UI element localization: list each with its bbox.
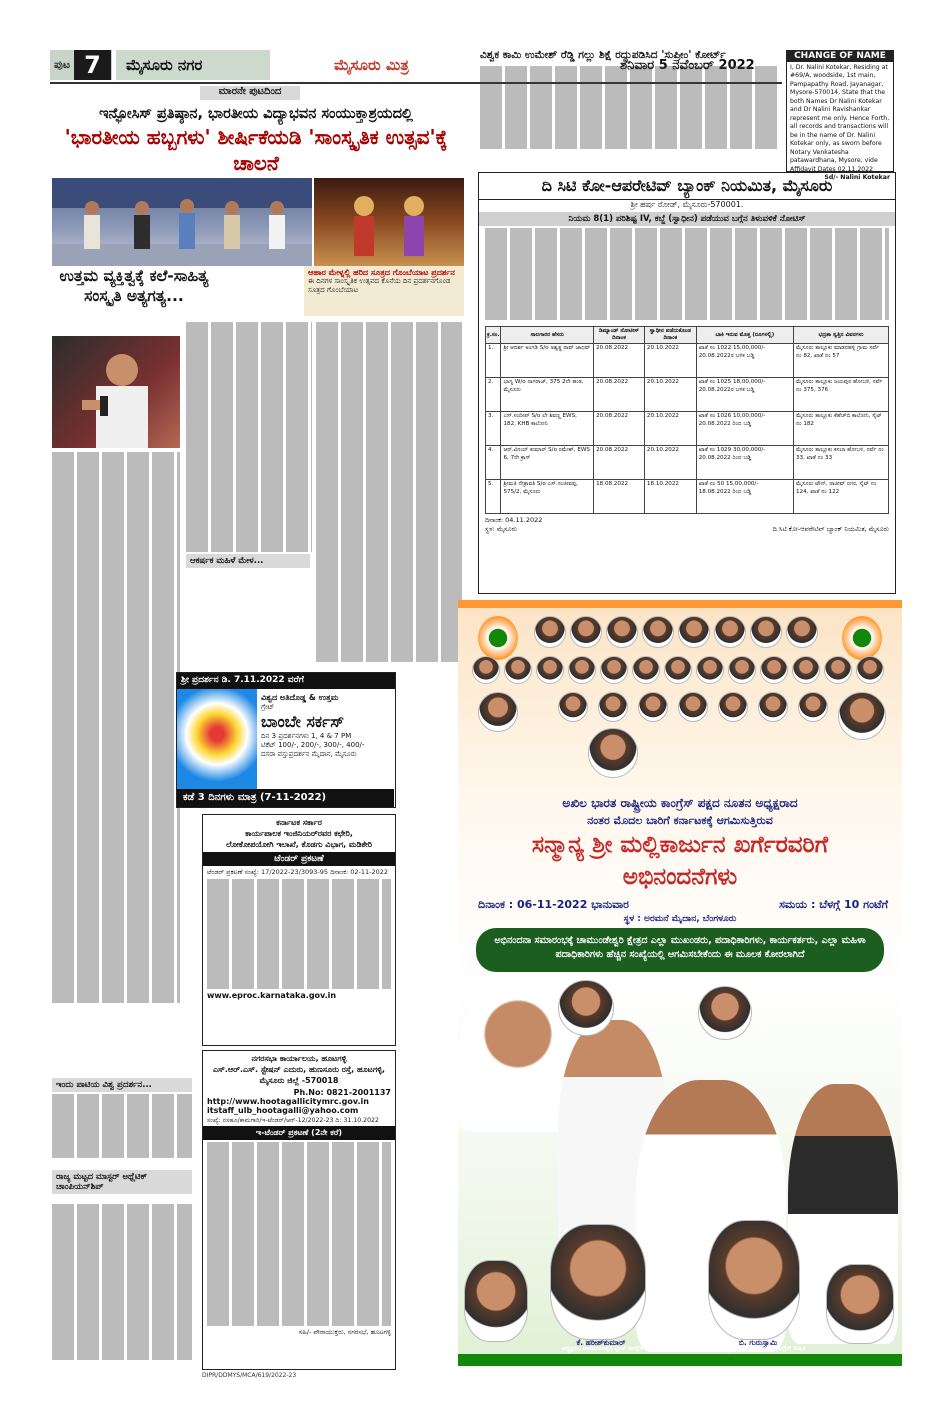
leader-portrait [838,692,886,740]
table-row [486,446,889,480]
section-title: ಮೈಸೂರು ನಗರ [116,50,270,80]
table-cell: 2. [486,378,501,412]
circus-tickets: ಟಿಕೆಟ್ 100/-, 200/-, 300/-, 400/- [261,741,365,749]
sponsor-1-title: ಅಧ್ಯಕ್ಷರು, ಚಾಮುಂಡೇಶ್ವರಿ ಬ್ಲಾಕ್ ಕಾಂಗ್ರೆಸ್ [561,1345,645,1352]
leader-portrait [558,692,588,722]
circus-top-bar [177,673,395,689]
leader-portrait [678,616,710,648]
table-header: ಡಿಮ್ಯಾಂಡ್ ನೋಟೀಸ್ ದಿನಾಂಕ [594,327,645,344]
table-header: ಕ್ರ.ಸಂ. [486,327,501,344]
bank-rule-title: ನಿಯಮ 8(1) ಪರಿಶಿಷ್ಟ IV, ಕಬ್ಜೆ (ಸ್ವಾಧೀನ) ಪಡೆಯುವ ಬಗ್ಗೆನ ತಿಳುವಳಿಕೆ ನೋಟಿಸ್ [479,212,895,226]
table-cell: ಶ್ರೀಮತಿ ನೇತ್ರಾವತಿ S/o ಎಸ್.ಸಂಜೀವಪ್ಪ, 575/2, ಮೈಸೂರು [501,480,594,514]
page-label: ಪುಟ [54,58,71,71]
article-column-1 [52,452,180,1012]
table-cell: 20.08.2022 [594,412,645,446]
tender-pwd-website[interactable]: www.eproc.karnataka.gov.in [207,991,337,1001]
leader-portrait [798,692,828,722]
stage-photo [52,178,312,266]
circus-name: ಬಾಂಬೇ ಸರ್ಕಸ್ [261,712,345,731]
sponsor-portrait [550,1224,646,1340]
circus-name-small: ಗ್ರೇಟ್ [261,703,275,711]
circus-last-days-label: ಕಡೆ 3 ದಿನಗಳು ಮಾತ್ರ [183,792,257,803]
leader-portrait [786,616,818,648]
circus-tagline: ವಿಶ್ವದ ಅತಿದೊಡ್ಡ & ಉತ್ತಮ [261,693,339,702]
leader-portrait [570,616,602,648]
court-story [480,48,780,166]
leader-portrait [750,616,782,648]
subhead-1: ಆಕರ್ಷಕ ಮಹಿಳೆ ಮೇಳ... [186,554,310,568]
court-headline: ವಿಶ್ವಕ ಕಾಮಿ ಉಮೇಶ್ ರೆಡ್ಡಿ ಗಲ್ಲು ಶಿಕ್ಷೆ ರದ್ದುಪಡಿಸಿದ 'ಸುಪ್ರೀಂ' ಕೋರ್ಟ್ [480,49,726,61]
table-header: ಸಾಲಗಾರರ ಹೆಸರು [501,327,594,344]
bank-borrowers-table [485,326,889,514]
leader-portrait [664,656,692,684]
ad-venue: ಸ್ಥಳ : ಅರಮನೆ ಮೈದಾನ, ಬೆಂಗಳೂರು [623,914,737,924]
table-row [486,412,889,446]
table-cell: 20.10.2022 [644,446,696,480]
circus-last-days [177,789,394,807]
table-cell: ಎಸ್.ಸಂದೀಪ್ S/o ಲೇ ಶಿವಣ್ಣ EWS, 182, KHB ಕಾಲೋನಿ [501,412,594,446]
leader-portrait [606,616,638,648]
bank-address: ಶ್ರೀ ಹರ್ಷ ರೋಡ್, ಮೈಸೂರು-570001. [630,200,744,209]
story-kicker: ಮಾರನೇ ಪುಟದಿಂದ [200,86,300,100]
congress-hand-logo-icon [842,616,882,660]
table-cell: 20.10.2022 [644,412,696,446]
tender-hootagalli-website[interactable]: http://www.hootagallicitymrc.gov.in [207,1097,369,1106]
table-cell: 20.08.2022 [594,378,645,412]
leader-portrait [598,692,628,722]
table-cell: ಶ್ರೀ ಆದರ್ಶ ಅಂಗಡಿ S/o ಅಶ್ವತ್ಥ ರಾವ್ ಜಾಧವ್ [501,344,594,378]
tender-hootagalli-email[interactable]: itstaff_ulb_hootagalli@yahoo.com [207,1106,359,1115]
ad-congratulations: ಅಭಿನಂದನೆಗಳು [622,864,738,890]
sponsor-2-title: ಅಧ್ಯಕ್ಷರು, ಇಲವಾಲ ಬ್ಲಾಕ್ ಕಾಂಗ್ರೆಸ್ ಸಮಿತಿ [720,1345,806,1352]
subhead-2: ಇಂದು ಪಾಟಿಯ ವಿಶ್ವ ಪ್ರದರ್ಶನ... [52,1078,192,1092]
table-cell: 1. [486,344,501,378]
tender-notice-hootagalli [202,1050,396,1370]
tender-hootagalli-phone: Ph.No: 0821-2001137 [293,1088,391,1097]
puppet-caption-body: ಈ ದಿನಗಳ ಸಾಂಸ್ಕೃತಿಕ ಉತ್ಸವದ ಕೊನೆಯ ದಿನ ಪ್ರದರ್ಶನಗೊಂಡ ಸೂತ್ರದ ಗೊಂಬೆಯಾಟ [308,277,451,294]
congress-felicitation-ad [458,600,902,1366]
tender-pwd-title: ಟೆಂಡರ್ ಪ್ರಕಟಣೆ [203,852,395,866]
bank-possession-notice [478,172,896,594]
circus-ad [176,672,396,808]
table-row [486,344,889,378]
court-story-body [480,66,780,150]
tricolor-saffron-band [458,600,902,608]
circus-venue: ದಸರಾ ವಸ್ತುಪ್ರದರ್ಶನ ಮೈದಾನ, ಮೈಸೂರು [261,750,357,758]
tender-hootagalli-title: ಇ-ಟೆಂಡರ್ ಪ್ರಕಟಣೆ (2ನೇ ಕರೆ) [203,1126,395,1140]
ad-date-time [478,898,888,912]
table-cell: ಮೈಸೂರು ತಾಲ್ಲೂಕು ಮಾಡನಹಳ್ಳಿ ಗ್ರಾಮ ಸರ್ವೆ ನಂ 82, ಖಾತೆ ನಂ 57 [793,344,888,378]
sponsor-1-name: ಕೆ. ಹರೀಶ್‌ಕುಮಾರ್ [576,1338,626,1347]
leader-portrait [718,692,748,722]
table-cell: ಭಾಗ್ಯ W/o ನಾಗರಾಜ್, 375 2ನೇ ಹಂತ, ಮೈಸೂರು [501,378,594,412]
sponsor-portrait [826,1264,894,1344]
bank-notice-footer [479,514,895,536]
change-of-name-signature: Sd/- Nalini Kotekar [824,174,890,181]
sponsor-2-name: ಬಿ. ಗುರುಸ್ವಾಮಿ [738,1338,778,1347]
leader-portrait [536,656,564,684]
table-cell: 20.08.2022 [594,344,645,378]
table-header: ಸ್ವಾಧೀನ ಪಡೆದುಕೊಂಡ ದಿನಾಂಕ [644,327,696,344]
table-cell: ಮೈಸೂರು ತಾಲ್ಲೂಕು ಜಯಪುರ ಹೋಬಳಿ, ಸರ್ವೆ ನಂ 375, 376 [793,378,888,412]
ad-date: ದಿನಾಂಕ : 06-11-2022 ಭಾನುವಾರ [478,898,629,911]
leader-portrait [642,616,674,648]
table-header: ಭದ್ರತಾ ಸ್ವತ್ತಿನ ವಿವರಗಳು [793,327,888,344]
clown-icon [177,689,257,789]
tricolor-green-band [458,1354,902,1366]
leader-portrait [698,986,752,1040]
congress-hand-logo-icon [478,616,518,660]
bank-notice-date: ದಿನಾಂಕ: 04.11.2022 [485,516,543,525]
table-cell: 20.10.2022 [644,344,696,378]
headline-line-2: 'ಭಾರತೀಯ ಹಬ್ಬಗಳು' ಶೀರ್ಷಿಕೆಯಡಿ 'ಸಾಂಸ್ಕೃತಿಕ ಉತ್ಸವ'ಕ್ಕೆ ಚಾಲನೆ [64,125,448,175]
ad-time: ಸಮಯ : ಬೆಳಗ್ಗೆ 10 ಗಂಟೆಗೆ [779,898,888,911]
newspaper-name: ಮೈಸೂರು ಮಿತ್ರ [334,56,409,74]
leader-portrait [632,656,660,684]
leader-portrait [728,656,756,684]
tender-pwd-body [203,879,395,989]
ad-line-1: ಅಖಿಲ ಭಾರತ ರಾಷ್ಟ್ರೀಯ ಕಾಂಗ್ರೆಸ್ ಪಕ್ಷದ ನೂತನ ಅಧ್ಯಕ್ಷರಾದ [562,796,798,810]
sponsor-portrait [464,1260,528,1342]
athletics-article [52,1204,192,1368]
leader-portrait [638,692,668,722]
article-column-3 [316,322,462,672]
leader-portrait [758,692,788,722]
page-number-box [50,50,112,80]
issue-date: ಶನಿವಾರ 5 ನವೆಂಬರ್ 2022 [620,58,755,73]
speaker-image [52,336,180,448]
sponsor-portrait [708,1220,800,1340]
leader-portrait [678,692,708,722]
leader-portrait [696,656,724,684]
dipr-code: DIPR/DDMYS/MCA/619/2022-23 [202,1372,297,1379]
table-row [486,378,889,412]
change-of-name-body: I, Dr. Nalini Kotekar, Residing at #69/A, woodside, 1st main, Pampapathy Road, Jayanagar, Mysore-570014, State that the both Names Dr Nalini Kotekar and Dr Nalini Ravishankar represent me only. Hence Forth, all records and transactions will be in the name of Dr. Nalini Kotekar only, as sworn before Notary Venkatesha patawardhana, Mysore, vide Affidavit Dates 02.11.2022 [790,63,890,173]
table-cell: 4. [486,446,501,480]
leader-portrait [534,616,566,648]
table-cell: 3. [486,412,501,446]
change-of-name-heading: CHANGE OF NAME [787,51,893,62]
puppet-caption-title: ಆಹಾರ ಮೇಳ್ನಲ್ಲಿ ಹರಿದ ಸೂತ್ರದ ಗೊಂಬೆಯಾಟ ಪ್ರದರ್ಶನ [308,268,455,277]
article-column-1-lower [52,1094,192,1164]
table-cell: 18.08.2022 [594,480,645,514]
tender-hootagalli-ref: ಸಂಖ್ಯೆ: ನಸಹೂ/ಕಾಮಗಾರಿ/ಇ-ಟೆಂಡರ್/ಆರ್-12/2022-23 ದಿ: 31.10.2022 [207,1117,379,1124]
leader-portrait [558,980,614,1036]
table-cell: ಖಾತೆ ನಂ 50 15,00,000/- 18.08.2022 ರಿಂದ ಬಡ್ಡಿ [696,480,793,514]
table-cell: 18.10.2022 [644,480,696,514]
bank-name: ದಿ ಸಿಟಿ ಕೋ-ಆಪರೇಟಿವ್ ಬ್ಯಾಂಕ್ ನಿಯಮಿತ, ಮೈಸೂರು [479,173,895,200]
bank-notice-place: ಸ್ಥಳ: ಮೈಸೂರು [485,525,518,534]
table-cell: ಖಾತೆ ಸಂ 1026 10,00,000/- 20.08.2022 ರಿಂದ ಬಡ್ಡಿ [696,412,793,446]
table-cell: ಖಾತೆ ಸಂ 1022 15,00,000/- 20.08.2022ರ ಬಳಿಕ ಬಡ್ಡಿ [696,344,793,378]
tender-notice-pwd [202,814,396,1046]
puppet-figure-image [314,178,464,266]
table-cell: ಮೈಸೂರು ತಾಲ್ಲೂಕು ಕಸಬಾ ಹೋಬಳಿ, ಸರ್ವೆ ನಂ 33, ಖಾತೆ ನಂ 33 [793,446,888,480]
table-cell: ಖಾತೆ ಸಂ 1029 30,00,000/- 20.08.2022 ರಿಂದ ಬಡ್ಡಿ [696,446,793,480]
table-cell: 20.08.2022 [594,446,645,480]
subhead-3: ರಾಜ್ಯ ಮಟ್ಟದ ಮಾಸ್ಟರ್ ಅಥ್ಲೆಟಿಕ್ ಚಾಂಪಿಯನ್‌ಶಿಪ್ [52,1170,192,1194]
ad-invitation-banner: ಅಭಿನಂದನಾ ಸಮಾರಂಭಕ್ಕೆ ಚಾಮುಂಡೇಶ್ವರಿ ಕ್ಷೇತ್ರದ ಎಲ್ಲಾ ಮುಖಂಡರು, ಪದಾಧಿಕಾರಿಗಳು, ಕಾರ್ಯಕರ್ತರು, ಎಲ್ಲಾ ಮಹಿಳಾ ಪದಾಧಿಕಾರಿಗಳು ಹೆಚ್ಚಿನ ಸಂಖ್ಯೆಯಲ್ಲಿ ಆಗಮಿಸಬೇಕೆಂದು ಈ ಮೂಲಕ ಕೋರಲಾಗಿದೆ [476,928,884,972]
table-cell: ಖಾತೆ ಸಂ 1025 18,00,000/- 20.08.2022ರ ಬಳಿಕ ಬಡ್ಡಿ [696,378,793,412]
bank-notice-intro [479,228,895,326]
table-row [486,480,889,514]
circus-last-date: (7-11-2022) [259,792,327,803]
table-cell: ಮೈಸೂರು ಟೌನ್, ರಾಜೀವ್ ನಗರ, ಸೈಟ್ ನಂ 124, ಖಾತೆ ನಂ 122 [793,480,888,514]
circus-run-dates: ಶ್ರೀ ಪ್ರದರ್ಶನ ಡಿ. 7.11.2022 ವರೆಗೆ [181,675,304,685]
tender-pwd-header: ಕರ್ನಾಟಕ ಸರ್ಕಾರ ಕಾರ್ಯಪಾಲಕ ಇಂಜಿನಿಯರ್‌ರವರ ಕಛೇರಿ, ಲೋಕೋಪಯೋಗಿ ಇಲಾಖೆ, ಕೊಡಗು ವಿಭಾಗ, ಮಡಿಕೇರಿ [225,818,372,849]
tender-hootagalli-sign: ಸಹಿ/- ಪೌರಾಯುಕ್ತರು, ನಗರಸಭೆ, ಹೂಟಗಳ್ಳಿ [298,1328,391,1337]
table-cell: 5. [486,480,501,514]
leader-portrait [472,656,500,684]
pull-quote: ಉತ್ತಮ ವ್ಯಕ್ತಿತ್ವಕ್ಕೆ ಕಲೆ-ಸಾಹಿತ್ಯ ಸಂಸ್ಕೃತಿ ಅತ್ಯಗತ್ಯ... [59,267,209,305]
tender-pwd-ref: ಟೆಂಡರ್ ಪ್ರಕಟಣೆ ಸಂಖ್ಯೆ: 17/2022-23/3093-95 ದಿನಾಂಕ: 02-11-2022 [207,868,389,876]
bank-notice-sign: ದಿ ಸಿಟಿ ಕೋ-ಆಪರೇಟಿವ್ ಬ್ಯಾಂಕ್ ನಿಯಮಿತ, ಮೈಸೂರು [772,525,889,534]
table-cell: 20.10.2022 [644,378,696,412]
leader-portrait [824,656,852,684]
leader-portrait [478,692,518,732]
leader-portrait [792,656,820,684]
tender-hootagalli-header: ನಗರಸಭಾ ಕಾರ್ಯಾಲಯ, ಹೂಟಗಳ್ಳಿ ಎಸ್.ಆರ್.ಎಸ್. ಸ್ಟೇಷನ್ ಎದುರು, ಹುಣಸೂರು ರಸ್ತೆ, ಹೂಟಗಳ್ಳಿ, ಮೈಸೂರು ಜಿಲ್ಲೆ -570018 [212,1054,386,1085]
leader-portrait [600,656,628,684]
circus-shows: ದಿನ 3 ಪ್ರದರ್ಶನಗಳು 1, 4 & 7 PM [261,732,352,740]
headline-line-1: ಇನ್ಫೋಸಿಸ್ ಪ್ರತಿಷ್ಠಾನ, ಭಾರತೀಯ ವಿದ್ಯಾಭವನ ಸಂಯುಕ್ತಾಶ್ರಯದಲ್ಲಿ [99,106,413,122]
leader-portrait [588,728,638,778]
speaker-photo [52,336,180,448]
puppet-caption [304,266,464,316]
ad-line-2: ನಂತರ ಮೊದಲ ಬಾರಿಗೆ ಕರ್ನಾಟಕಕ್ಕೆ ಆಗಮಿಸುತ್ತಿರುವ [587,814,773,827]
change-of-name-notice [786,50,894,181]
tender-hootagalli-body [203,1140,395,1328]
table-header: ಬಾಕಿ ಇರುವ ಮೊತ್ತ (ರೂಗಳಲ್ಲಿ) [696,327,793,344]
page-number: 7 [74,50,111,80]
article-column-right-top [186,322,312,552]
leader-portrait [856,656,884,684]
puppet-show-photo [314,178,464,266]
leader-portrait [714,616,746,648]
table-cell: ಮೈಸೂರು ತಾಲ್ಲೂಕು ಕೆಹೆಚ್‌ಬಿ ಕಾಲೋನಿ, ಸೈಟ್ ನಂ 182 [793,412,888,446]
leader-portrait [760,656,788,684]
ad-honoree-name: ಸನ್ಮಾನ್ಯ ಶ್ರೀ ಮಲ್ಲಿಕಾರ್ಜುನ ಖರ್ಗೆರವರಿಗೆ [531,832,829,858]
leader-portrait [504,656,532,684]
leader-portrait [568,656,596,684]
table-cell: ಆರ್.ವಿನಯ್ ಕುಮಾರ್ S/o ರಮೇಶ್, EWS 6, 7ನೇ ಕ್ರಾಸ್ [501,446,594,480]
stage-people-image [52,178,312,266]
